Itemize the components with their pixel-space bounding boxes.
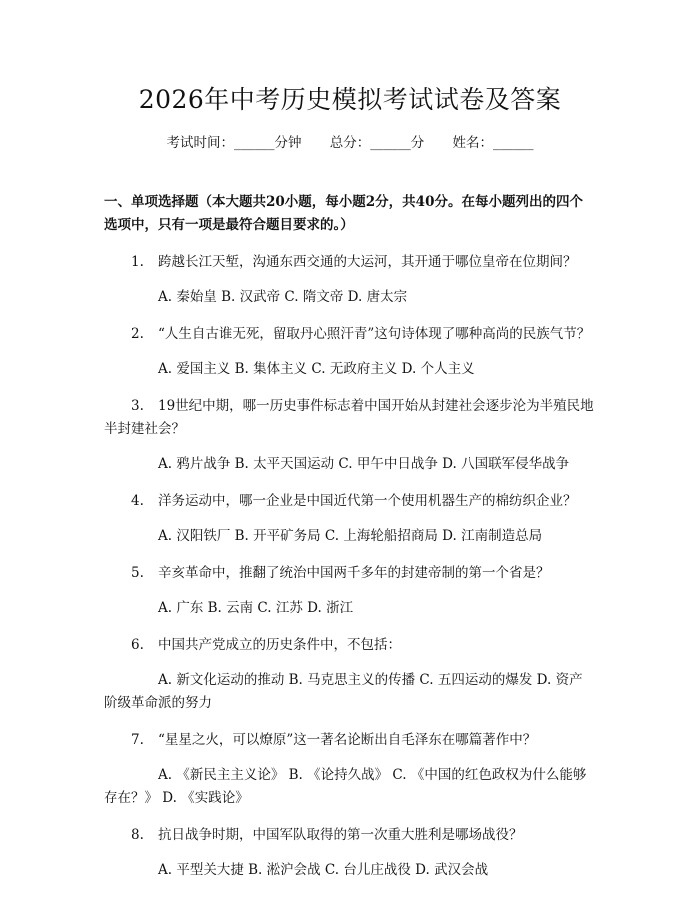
question-number: 7. xyxy=(131,732,144,748)
question-stem xyxy=(104,323,596,346)
question-options: A. 鸦片战争 B. 太平天国运动 C. 甲午中日战争 D. 八国联军侵华战争 xyxy=(158,456,570,472)
question-6 xyxy=(104,634,596,715)
question-options: A. 爱国主义 B. 集体主义 C. 无政府主义 D. 个人主义 xyxy=(158,361,475,377)
question-text: 中国共产党成立的历史条件中，不包括： xyxy=(158,637,401,653)
question-text: 洋务运动中，哪一企业是中国近代第一个使用机器生产的棉纺织企业？ xyxy=(158,493,577,509)
question-stem xyxy=(104,729,596,752)
question-number: 4. xyxy=(131,493,144,509)
question-4 xyxy=(104,490,596,548)
question-7 xyxy=(104,729,596,810)
question-text: 抗日战争时期，中国军队取得的第一次重大胜利是哪场战役？ xyxy=(158,827,523,843)
total-score-field: 总分：______分 xyxy=(329,135,425,151)
question-options: A. 《新民主主义论》 B. 《论持久战》 C. 《中国的红色政权为什么能够存在？》 D. 《实践论》 xyxy=(104,767,587,806)
question-number: 1. xyxy=(131,254,144,270)
question-2 xyxy=(104,323,596,381)
question-stem xyxy=(104,634,596,657)
question-text: 跨越长江天堑，沟通东西交通的大运河，其开通于哪位皇帝在位期间？ xyxy=(158,254,577,270)
question-number: 6. xyxy=(131,637,144,653)
question-text: “星星之火，可以燎原”这一著名论断出自毛泽东在哪篇著作中？ xyxy=(158,732,537,748)
question-5 xyxy=(104,562,596,620)
question-options: A. 汉阳铁厂 B. 开平矿务局 C. 上海轮船招商局 D. 江南制造总局 xyxy=(158,528,543,544)
question-options: A. 新文化运动的推动 B. 马克思主义的传播 C. 五四运动的爆发 D. 资产阶级革命派的努力 xyxy=(104,672,583,711)
name-field: 姓名：______ xyxy=(452,135,534,151)
question-number: 8. xyxy=(131,827,144,843)
question-stem xyxy=(104,395,596,441)
question-1 xyxy=(104,251,596,309)
question-text: “人生自古谁无死，留取丹心照汗青”这句诗体现了哪种高尚的民族气节？ xyxy=(158,326,591,342)
question-number: 3. xyxy=(131,398,144,414)
question-options: A. 秦始皇 B. 汉武帝 C. 隋文帝 D. 唐太宗 xyxy=(158,289,408,305)
exam-time-field: 考试时间：______分钟 xyxy=(166,135,302,151)
question-options: A. 平型关大捷 B. 淞沪会战 C. 台儿庄战役 D. 武汉会战 xyxy=(158,862,489,878)
page-title: 2026年中考历史模拟考试试卷及答案 xyxy=(138,85,562,114)
question-8 xyxy=(104,824,596,882)
question-stem xyxy=(104,490,596,513)
question-number: 5. xyxy=(131,565,144,581)
question-3 xyxy=(104,395,596,476)
question-stem xyxy=(104,562,596,585)
question-options: A. 广东 B. 云南 C. 江苏 D. 浙江 xyxy=(158,600,354,616)
question-number: 2. xyxy=(131,326,144,342)
question-text: 辛亥革命中，推翻了统治中国两千多年的封建帝制的第一个省是？ xyxy=(158,565,550,581)
section-heading: 一、单项选择题（本大题共20小题，每小题2分，共40分。在每小题列出的四个选项中，只有一项是最符合题目要求的。） xyxy=(104,194,583,233)
question-text: 19世纪中期，哪一历史事件标志着中国开始从封建社会逐步沦为半殖民地半封建社会？ xyxy=(104,398,594,437)
question-stem xyxy=(104,251,596,274)
exam-info-line xyxy=(104,133,596,153)
question-stem xyxy=(104,824,596,847)
